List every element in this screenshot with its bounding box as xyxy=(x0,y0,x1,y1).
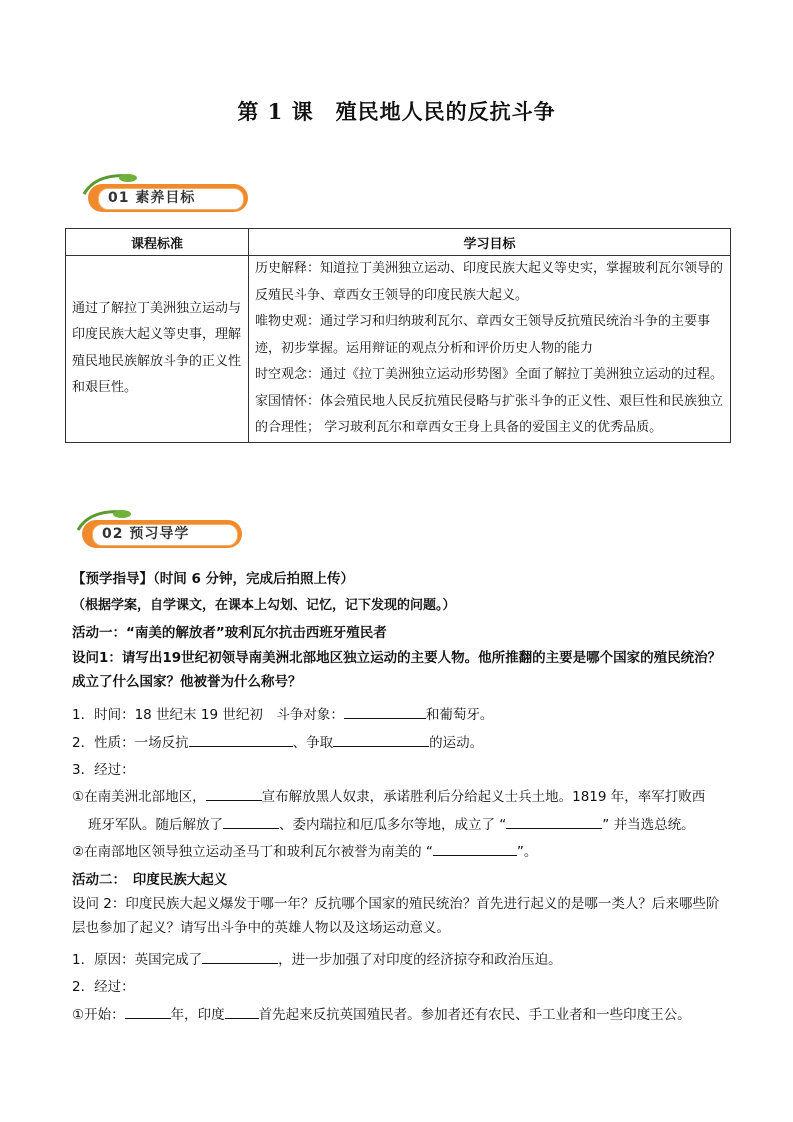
text: 年，印度 xyxy=(170,1007,225,1023)
answer-blank[interactable] xyxy=(202,949,278,964)
activity1-line3: 3．经过： xyxy=(72,762,135,778)
activity1-line5 xyxy=(72,813,695,833)
goals-table xyxy=(65,228,731,443)
activity1-line6 xyxy=(72,840,537,860)
page-title xyxy=(0,96,793,126)
answer-blank[interactable] xyxy=(344,704,426,719)
text: 和葡萄牙。 xyxy=(425,707,494,723)
activity1-line4 xyxy=(72,785,705,805)
guide-title: 【预学指导】（时间 6 分钟，完成后拍照上传） xyxy=(72,571,355,587)
text: 1．原因：英国完成了 xyxy=(72,952,203,968)
activity2-line3 xyxy=(72,1003,691,1023)
text: ①开始： xyxy=(72,1007,125,1023)
text: 的运动。 xyxy=(429,735,484,751)
text: 1．时间：18 世纪末 19 世纪初 斗争对象： xyxy=(72,707,344,723)
table-row xyxy=(66,256,731,443)
answer-blank[interactable] xyxy=(206,786,262,801)
activity1-line1 xyxy=(72,703,493,723)
section-label-goals: 01 素养目标 xyxy=(108,190,196,206)
activity1-title: 活动一：“南美的解放者”玻利瓦尔抗击西班牙殖民者 xyxy=(72,625,387,641)
answer-blank[interactable] xyxy=(225,1004,259,1019)
activity1-question: 设问1：请写出19世纪初领导南美洲北部地区独立运动的主要人物。他所推翻的主要是哪个国家的殖民统治？成立了什么国家？他被誉为什么称号？ xyxy=(72,650,722,690)
text: ，进一步加强了对印度的经济掠夺和政治压迫。 xyxy=(278,952,562,968)
activity2-question: 设问 2：印度民族大起义爆发于哪一年？反抗哪个国家的殖民统治？首先进行起义的是哪一类人？后来哪些阶层也参加了起义？请写出斗争中的英雄人物以及这场运动意义。 xyxy=(72,896,720,936)
answer-blank[interactable] xyxy=(333,732,429,747)
header-standard: 课程标准 xyxy=(66,229,249,256)
activity2-line1 xyxy=(72,948,562,968)
section-label-preview: 02 预习导学 xyxy=(102,526,190,542)
answer-blank[interactable] xyxy=(189,732,293,747)
answer-blank[interactable] xyxy=(125,1004,171,1019)
section-badge-preview xyxy=(72,516,252,550)
answer-blank[interactable] xyxy=(506,814,602,829)
answer-blank[interactable] xyxy=(433,841,517,856)
text: 、委内瑞拉和厄瓜多尔等地，成立了 “ xyxy=(279,817,507,833)
text: ”。 xyxy=(516,844,538,860)
goal-item: 唯物史观：通过学习和归纳玻利瓦尔、章西女王领导反抗殖民统治斗争的主要事迹，初步掌握。运用辩证的观点分析和评价历史人物的能力 xyxy=(255,314,711,356)
lesson-number: 第 1 课 xyxy=(237,99,314,124)
text: ②在南部地区领导独立运动圣马丁和玻利瓦尔被誉为南美的 “ xyxy=(72,844,433,860)
goal-item: 历史解释：知道拉丁美洲独立运动、印度民族大起义等史实，掌握玻利瓦尔领导的反殖民斗争、章西女王领导的印度民族大起义。 xyxy=(255,261,724,303)
activity2-title: 活动二： 印度民族大起义 xyxy=(72,872,228,888)
learning-goals xyxy=(249,256,731,443)
section-badge-goals xyxy=(78,180,258,214)
text: 宣布解放黑人奴隶，承诺胜利后分给起义士兵土地。1819 年，率军打败西 xyxy=(261,789,706,805)
text: ①在南美洲北部地区， xyxy=(72,789,206,805)
text: 、争取 xyxy=(292,735,334,751)
text: ” 并当选总统。 xyxy=(602,817,695,833)
activity2-line2: 2．经过： xyxy=(72,979,135,995)
text: 班牙军队。随后解放了 xyxy=(88,817,223,833)
goal-item: 家国情怀：体会殖民地人民反抗殖民侵略与扩张斗争的正义性、艰巨性和民族独立的合理性； 学习玻利瓦尔和章西女王身上具备的爱国主义的优秀品质。 xyxy=(255,393,724,435)
header-goals: 学习目标 xyxy=(249,229,731,256)
goal-item: 时空观念：通过《拉丁美洲独立运动形势图》全面了解拉丁美洲独立运动的过程。 xyxy=(255,367,724,382)
text: 首先起来反抗英国殖民者。参加者还有农民、手工业者和一些印度王公。 xyxy=(258,1007,691,1023)
activity1-line2 xyxy=(72,731,483,751)
lesson-name: 殖民地人民的反抗斗争 xyxy=(335,99,556,124)
guide-note: （根据学案，自学课文，在课本上勾划、记忆，记下发现的问题。） xyxy=(72,598,456,613)
answer-blank[interactable] xyxy=(223,814,279,829)
course-standard: 通过了解拉丁美洲独立运动与印度民族大起义等史事，理解殖民地民族解放斗争的正义性和艰巨性。 xyxy=(66,256,249,443)
text: 2．性质：一场反抗 xyxy=(72,735,189,751)
table-header-row xyxy=(66,229,731,256)
